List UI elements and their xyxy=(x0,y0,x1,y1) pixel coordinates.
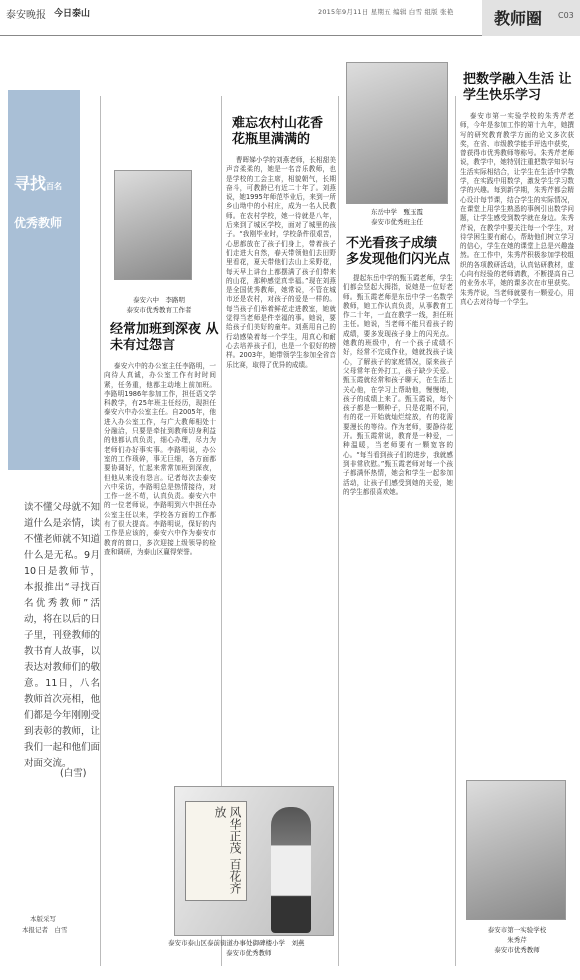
designer: 组版 张艳 xyxy=(424,8,454,16)
article2-title: 难忘农村山花香 花瓶里满满的 xyxy=(232,116,324,147)
article1-title: 经常加班到深夜 从未有过怨言 xyxy=(110,322,219,353)
article1-body: 泰安六中的办公室主任李路明，一向待人真诚，办公室工作有时时间紧，任务重，他都主动地上前加班。李路明1986年参加工作，担任语文学科教学，有25年班主任经历，现担任泰安六中办公室主任。自2005年，他进入办公室工作，与广大教师相处十分融洽，只要是牵扯到教师切身利益的他都认真负责，细心办理，尽力为老师们办好事实事。李路明说，办公室的工作琐碎，事无巨细，各方面都要协调好，忙起来常常加班到深夜，但他从来没有怨言。记者每次去泰安六中采访，李路明总是热情接待，对工作一丝不苟，认真负责。泰安六中的一位老师说，李路明到六中担任办公室主任以来，学校各方面的工作都有了很大提高。李路明说，保好的内工作是应该的，泰安六中作为泰安市教育的窗口，多次迎接上级领导的检查和调研，为泰山区赢得荣誉。 xyxy=(104,362,216,556)
newspaper-logo: 泰安晚报 xyxy=(6,10,46,21)
teacher-photo-zhen xyxy=(346,62,448,204)
feature-title: 寻找百名 xyxy=(14,174,63,193)
teacher-photo-li xyxy=(114,170,192,280)
photo-caption-zhu-school: 泰安市第一实验学校 xyxy=(487,926,547,934)
photo-caption-zhu-name: 朱秀芹 xyxy=(507,936,527,944)
article2-body: 曹晖娣小学的刘燕老师，长相甜美声音柔柔的，她是一名音乐教师，也是学校的工会主席，相貌朝气，长期奋斗，可教龄已有近二十年了。刘燕说，她1995年师范毕业后，来到一所乡山坳中的小村庄，成为一名人民教师。在农村学校，她一待就是八年，后来到了城区学校，面对了城里的孩子。“我刚毕业时，学校条件很艰苦，心思都放在了孩子们身上，带着孩子们走进大自然，春天带领他们去田野里看花，夏天带他们去山上采野花，每天早上讲台上都摆满了孩子们带来的山花，那种感觉真幸福。”现在刘燕是全国优秀教师，她常说，不管在城市还是农村，对孩子的爱是一样的。每当孩子们举着鲜花走进教室，她就觉得当老师是件幸福的事。她说，要给孩子们美好的童年。刘燕用自己的行动感染着每一个学生，用真心和耐心去培养孩子们，也是一个很好的榜样。2003年，她带领学生参加全省音乐比赛，取得了优异的成绩。 xyxy=(226,156,336,369)
photo-caption-zhu-title: 泰安市优秀教师 xyxy=(494,946,540,954)
person-figure xyxy=(271,807,311,933)
credit-name: 本报记者 白雪 xyxy=(22,926,68,934)
page-number: C03 xyxy=(558,11,574,20)
feature-banner xyxy=(8,90,80,470)
article4-title: 把数学融入生活 让学生快乐学习 xyxy=(463,72,572,103)
section-name: 今日泰山 xyxy=(54,9,91,19)
dateline xyxy=(318,7,454,16)
calligraphy-banner: 风华正茂 百花齐放 xyxy=(185,801,247,901)
editor: 编辑 白雪 xyxy=(393,8,423,16)
feature-subtitle: 优秀教师 xyxy=(14,216,63,230)
note-signature: (白雪) xyxy=(60,768,87,779)
column-title: 教师圈 xyxy=(494,9,543,28)
article3-body: 提起东岳中学的甄玉霞老师，学生们都会竖起大拇指，说她是一位好老师。甄玉霞老师是东岳中学一名数学教师，她工作认真负责，从事教育工作二十年，一直在教学一线，担任班主任。她说，当老师不能只看孩子的成绩，要多发现孩子身上的闪光点。她教的班级中，有一个孩子成绩不好，经常不完成作业，她就找孩子谈心，了解孩子的家庭情况，原来孩子父母常年在外打工，孩子缺少关爱。甄玉霞就经常和孩子聊天，在生活上关心他，在学习上帮助他，慢慢地，孩子的成绩上来了。甄玉霞说，每个孩子都是一颗种子，只是花期不同，有的花一开始就灿烂绽放，有的花需要漫长的等待。作为老师，要静待花开。甄玉霞常说，教育是一种爱，一种温暖，当老师要有一颗宽容的心。“每当看到孩子们的进步，我就感到非常欣慰。”甄玉霞老师对每一个孩子都满怀热情，她会和学生一起参加活动，让孩子们感受到她的关爱，她的学生都很喜欢她。 xyxy=(343,274,453,496)
weekday: 星期五 xyxy=(370,8,391,16)
date: 2015年9月11日 xyxy=(318,8,369,16)
divider xyxy=(100,96,101,966)
teacher-photo-zhu xyxy=(466,780,566,920)
photo-caption-zhen: 东岳中学 甄玉霞 xyxy=(371,208,423,216)
article3-title: 不光看孩子成绩 多发现他们闪光点 xyxy=(346,236,451,267)
credit-label: 本版采写 xyxy=(30,915,56,923)
editor-note: 读不懂父母就不知道什么是亲情，读不懂老师就不知道什么是无私。9月10日是教师节，本报推出“寻找百名优秀教师”活动，将在以后的日子里，刊登教师的教书育人故事，以表达对教师们的敬意。11日，八名教师首次亮相，他们都是今年刚刚受到表彰的教师，让我们一起和他们面对面交流。 xyxy=(24,502,101,769)
divider xyxy=(455,96,456,966)
divider xyxy=(338,96,339,966)
photo-caption-zhen-title: 泰安市优秀班主任 xyxy=(371,218,423,226)
photo-caption-liu: 泰安市泰山区泰前街道办事处御碑楼小学 刘燕 xyxy=(168,939,305,947)
article4-body: 泰安市第一实验学校的朱秀芹老师，今年是参加工作的第十九年，她撰写的研究教育教学方面的论文多次获奖，在省、市级教学能手评选中获奖，曾获得市优秀教师等称号。朱秀芹老师说，教学中，她特别注重把数学知识与生活实际相结合，让学生在生活中学数学，在实践中用数学，激发学生学习数学的兴趣。每到新学期，朱秀芹都会精心设计每节课，结合学生的实际情况，在课堂上用学生熟悉的事例引出数学问题，让学生感受到数学就在身边。朱秀芹说，在教学中要关注每一个学生，对待学困生要有耐心，帮助他们树立学习的信心，学生在她的课堂上总是兴趣盎然。在工作中，朱秀芹积极参加学校组织的各项教研活动，认真钻研教材，虚心向有经验的老师请教，不断提高自己的业务水平，她的课多次在市里获奖。朱秀芹说，当老师就要有一颗爱心，用真心去对待每一个学生。 xyxy=(460,112,574,306)
photo-caption-liu-title: 泰安市优秀教师 xyxy=(226,949,272,957)
photo-caption-li: 泰安六中 李路明 xyxy=(133,296,185,304)
photo-caption-li-title: 泰安市优秀教育工作者 xyxy=(126,306,192,314)
teacher-photo-liu xyxy=(174,786,334,936)
